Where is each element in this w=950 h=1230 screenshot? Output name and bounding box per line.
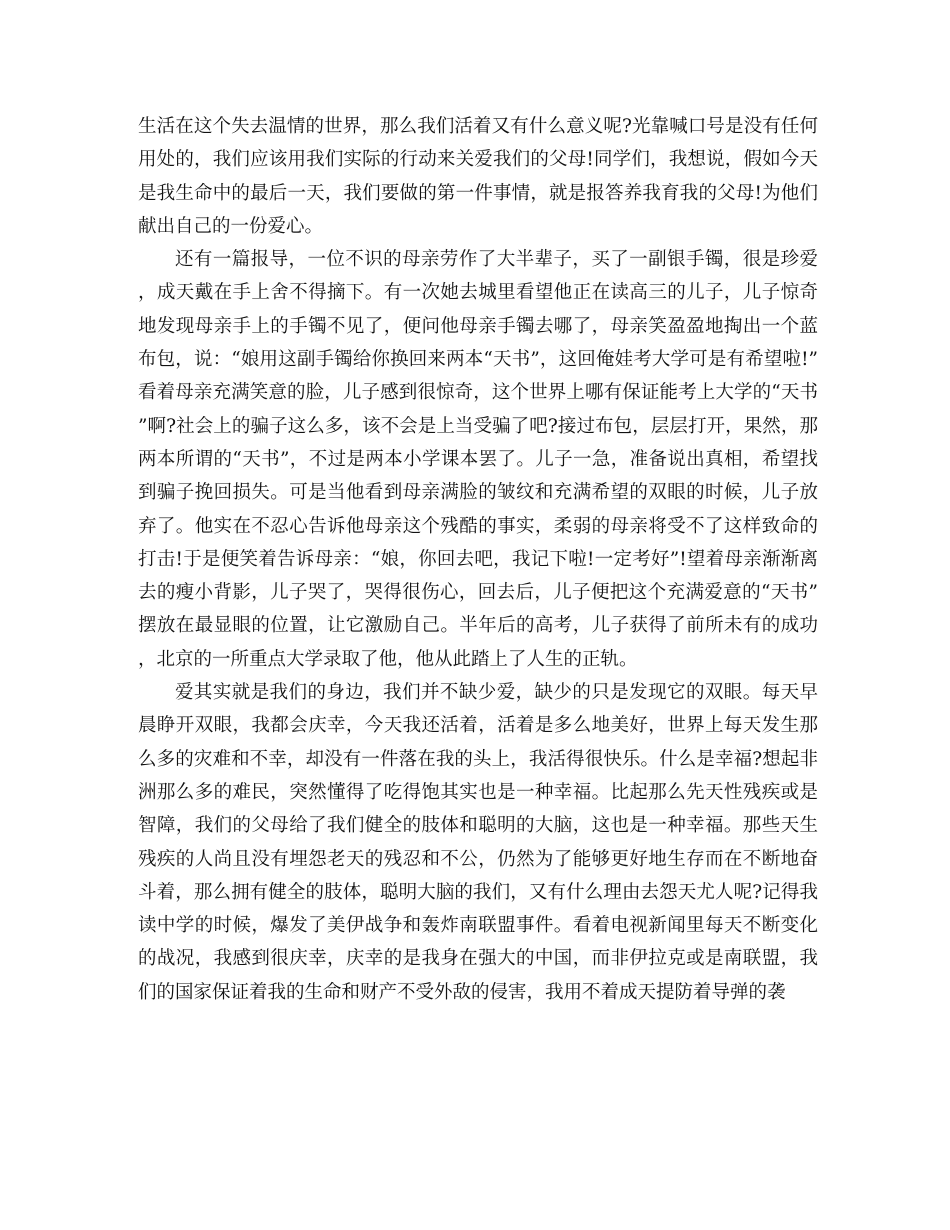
paragraph-continued: 生活在这个失去温情的世界，那么我们活着又有什么意义呢?光靠喊口号是没有任何用处的，我们应该用我们实际的行动来关爱我们的父母!同学们，我想说，假如今天是我生命中的最后一天，我们要做的第一件事情，就是报答养我育我的父母!为他们献出自己的一份爱心。 <box>138 116 818 237</box>
paragraph-love-is-around-us: 爱其实就是我们的身边，我们并不缺少爱，缺少的只是发现它的双眼。每天早晨睁开双眼，我都会庆幸，今天我还活着，活着是多么地美好，世界上每天发生那么多的灾难和不幸，却没有一件落在我的头上，我活得很快乐。什么是幸福?想起非洲那么多的难民，突然懂得了吃得饱其实也是一种幸福。比起那么先天性残疾或是智障，我们的父母给了我们健全的肢体和聪明的大脑，这也是一种幸福。那些天生残疾的人尚且没有埋怨老天的残忍和不公，仍然为了能够更好地生存而在不断地奋斗着，那么拥有健全的肢体，聪明大脑的我们，又有什么理由去怨天尤人呢?记得我读中学的时候，爆发了美伊战争和轰炸南联盟事件。看着电视新闻里每天不断变化的战况，我感到很庆幸，庆幸的是我身在强大的中国，而非伊拉克或是南联盟，我们的国家保证着我的生命和财产不受外敌的侵害，我用不着成天提防着导弹的袭 <box>138 682 818 1003</box>
document-body <box>138 110 818 1009</box>
paragraph-silver-bracelet-story: 还有一篇报导，一位不识的母亲劳作了大半辈子，买了一副银手镯，很是珍爱，成天戴在手上舍不得摘下。有一次她去城里看望他正在读高三的儿子，儿子惊奇地发现母亲手上的手镯不见了，便问他母亲手镯去哪了，母亲笑盈盈地掏出一个蓝布包，说：“娘用这副手镯给你换回来两本“天书”，这回俺娃考大学可是有希望啦!”看着母亲充满笑意的脸，儿子感到很惊奇，这个世界上哪有保证能考上大学的“天书”啊?社会上的骗子这么多，该不会是上当受骗了吧?接过布包，层层打开，果然，那两本所谓的“天书”，不过是两本小学课本罢了。儿子一急，准备说出真相，希望找到骗子挽回损失。可是当他看到母亲满脸的皱纹和充满希望的双眼的时候，儿子放弃了。他实在不忍心告诉他母亲这个残酷的事实，柔弱的母亲将受不了这样致命的打击!于是便笑着告诉母亲：“娘，你回去吧，我记下啦!一定考好”!望着母亲渐渐离去的瘦小背影，儿子哭了，哭得很伤心，回去后，儿子便把这个充满爱意的“天书”摆放在最显眼的位置，让它激励自己。半年后的高考，儿子获得了前所未有的成功，北京的一所重点大学录取了他，他从此踏上了人生的正轨。 <box>138 249 818 670</box>
